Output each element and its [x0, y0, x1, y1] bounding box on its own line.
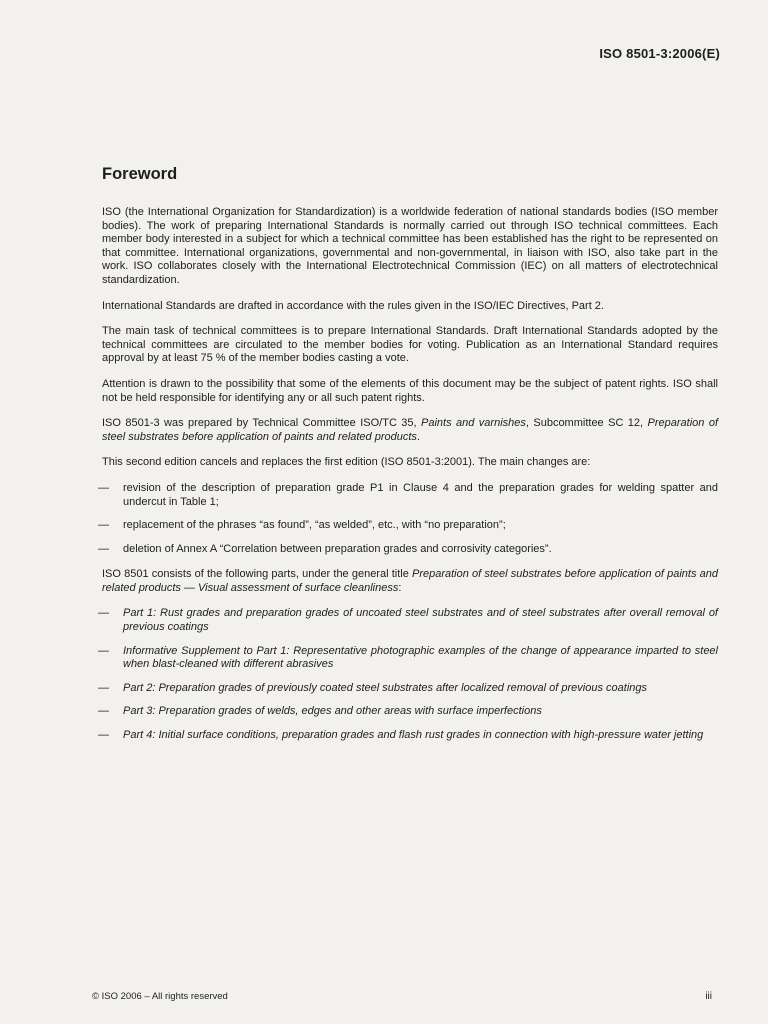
paragraph-parts-intro — [102, 568, 718, 595]
parts-list — [98, 607, 718, 742]
list-item-text: replacement of the phrases “as found”, “as welded”, etc., with “no preparation”; — [123, 519, 506, 532]
changes-list — [98, 481, 718, 556]
list-item-text: Part 4: Initial surface conditions, preparation grades and flash rust grades in connection with high-pressure water jetting — [123, 729, 704, 742]
document-code: ISO 8501-3:2006(E) — [599, 46, 720, 61]
paragraph-edition: This second edition cancels and replaces the first edition (ISO 8501-3:2001). The main changes are: — [102, 456, 591, 469]
dash-bullet: — — [98, 519, 109, 532]
paragraph-directives: International Standards are drafted in accordance with the rules given in the ISO/IEC Directives, Part 2. — [102, 299, 604, 312]
parts-intro-suffix: : — [398, 581, 402, 594]
prepared-by-prefix: ISO 8501-3 was prepared by Technical Committee ISO/TC 35, — [102, 417, 422, 430]
parts-intro-prefix: ISO 8501 consists of the following parts, under the general title — [102, 568, 412, 581]
tc-name: Paints and varnishes — [421, 417, 526, 430]
foreword-body — [98, 206, 718, 755]
list-item — [98, 729, 718, 743]
paragraph-committees: The main task of technical committees is to prepare International Standards. Draft International Standards adopted by the technical committees are circulated to the member bodies for voting. Publication as an International Standard requires approval by at least 75 % of the member bodies casting a vote. — [102, 325, 718, 365]
list-item — [98, 644, 718, 672]
list-item — [98, 607, 718, 634]
prepared-by-suffix: . — [416, 430, 420, 443]
list-item-text: Part 2: Preparation grades of previously coated steel substrates after localized removal of previous coatings — [123, 681, 647, 694]
dash-bullet: — — [98, 542, 109, 555]
list-item — [98, 705, 718, 719]
list-item-text: Part 3: Preparation grades of welds, edges and other areas with surface imperfections — [123, 705, 542, 718]
list-item — [98, 681, 718, 696]
dash-bullet: — — [98, 729, 109, 742]
dash-bullet: — — [98, 681, 109, 694]
dash-bullet: — — [98, 705, 109, 718]
paragraph-patent: Attention is drawn to the possibility that some of the elements of this document may be the subject of patent rights. ISO shall not be held responsible for identifying any or all such patent rights. — [102, 377, 718, 404]
list-item-text: revision of the description of preparation grade P1 in Clause 4 and the preparation grades for welding spatter and undercut in Table 1; — [123, 481, 718, 508]
page-title: Foreword — [102, 165, 178, 183]
sc-name: Preparation of steel substrates before application of paints and related products — [102, 417, 718, 443]
list-item-text: Informative Supplement to Part 1: Representative photographic examples of the change of appearance imparted to steel when blast-cleaned with different abrasives — [123, 644, 718, 671]
dash-bullet: — — [98, 644, 109, 657]
dash-bullet: — — [98, 481, 109, 494]
list-item — [98, 481, 718, 509]
paragraph-iso-intro: ISO (the International Organization for Standardization) is a worldwide federation of national standards bodies (ISO member bodies). The work of preparing International Standards is normally carried out through ISO technical committees. Each member body interested in a subject for which a technical committee has been established has the right to be represented on that committee. International organizations, governmental and non-governmental, in liaison with ISO, also take part in the work. ISO collaborates closely with the International Electrotechnical Commission (IEC) on all matters of electrotechnical standardization. — [102, 206, 718, 286]
page-number: iii — [705, 991, 712, 1002]
general-title: Preparation of steel substrates before application of paints and related products — Visual assessment of surface cleanliness — [102, 568, 718, 594]
paragraph-prepared-by — [102, 417, 718, 444]
list-item — [98, 519, 718, 533]
prepared-by-middle: , Subcommittee SC 12, — [525, 417, 648, 430]
list-item-text: Part 1: Rust grades and preparation grades of uncoated steel substrates and of steel substrates after overall removal of previous coatings — [123, 607, 718, 634]
list-item-text: deletion of Annex A “Correlation between preparation grades and corrosivity categories”. — [123, 542, 552, 555]
dash-bullet: — — [98, 607, 109, 620]
list-item — [98, 542, 718, 557]
copyright-notice: © ISO 2006 – All rights reserved — [92, 991, 228, 1002]
